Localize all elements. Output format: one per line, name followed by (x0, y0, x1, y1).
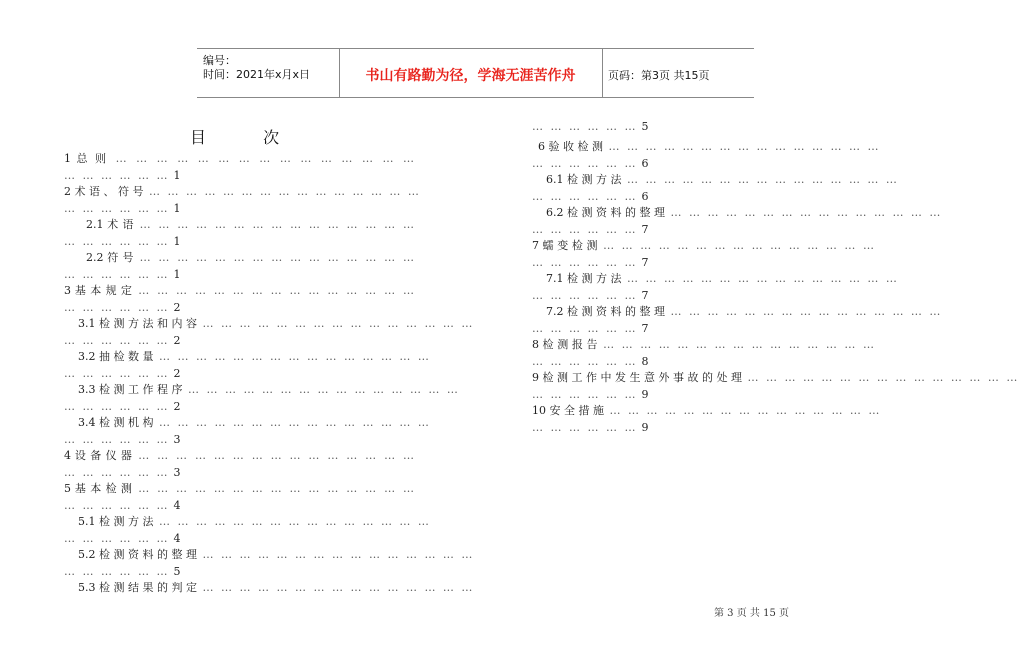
leader-dots: … … … … … … … … … … … … … … … (597, 338, 876, 351)
header-motto-cell (339, 49, 603, 97)
leader-dots: … … … … … … … … … … … … … … … (133, 218, 416, 231)
motto-text: 书山有路勤为径，学海无涯苦作舟 (365, 68, 576, 84)
toc-entry[interactable] (532, 303, 943, 336)
toc-entry[interactable] (532, 118, 876, 138)
toc-entry[interactable] (64, 348, 431, 381)
toc-entry[interactable] (64, 216, 416, 249)
toc-page-number: 7 (641, 289, 649, 302)
toc-entry[interactable] (532, 204, 943, 237)
toc-page-number: 2 (173, 400, 181, 413)
toc-entry-title: 3 基 本 规 定 (64, 284, 133, 297)
toc-entry-title: 5 基 本 检 测 (64, 482, 133, 495)
toc-page-number: 6 (641, 157, 649, 170)
leader-dots: … … … … … … … … … … … … … … … (153, 515, 431, 528)
toc-entry[interactable] (64, 579, 475, 612)
leader-dots: … … … … … … (64, 499, 170, 512)
toc-page-number: 9 (641, 388, 649, 401)
toc-page-number: 2 (173, 367, 181, 380)
toc-page-number: 1 (173, 202, 181, 215)
toc-entry[interactable] (64, 447, 416, 480)
leader-dots: … … … … … … (64, 532, 170, 545)
toc-page-number: 2 (173, 301, 181, 314)
toc-page-number: 7 (641, 322, 649, 335)
leader-dots: … … … … … … … … … … … … … … … (133, 251, 416, 264)
leader-dots: … … … … … … … … … … … … … … … (182, 383, 460, 396)
leader-dots: … … … … … … (532, 289, 638, 302)
leader-dots: … … … … … … (64, 301, 170, 314)
leader-dots: … … … … … … (532, 190, 638, 203)
toc-entry[interactable] (64, 480, 416, 513)
leader-dots: … … … … … … … … … … … … … … … (196, 548, 475, 561)
toc-entry[interactable] (532, 402, 882, 435)
toc-entry-title: 2 术 语 、 符 号 (64, 185, 144, 198)
toc-entry-title: 7.2 检 测 资 料 的 整 理 (546, 305, 665, 318)
leader-dots: … … … … … … (532, 223, 638, 236)
toc-page-number: 5 (173, 565, 181, 578)
header-page-cell (602, 49, 754, 97)
toc-entry[interactable] (64, 282, 416, 315)
leader-dots: … … … … … … (64, 565, 170, 578)
leader-dots: … … … … … … (64, 235, 170, 248)
toc-entry-title: 6 验 收 检 测 (538, 140, 603, 153)
leader-dots: … … … … … … … … … … … … … … … (143, 185, 421, 198)
leader-dots: … … … … … … (532, 256, 638, 269)
toc-page-number: 4 (173, 532, 181, 545)
toc-entry[interactable] (532, 369, 1019, 402)
leader-dots: … … … … … … (64, 400, 170, 413)
toc-entry-title: 5.2 检 测 资 料 的 整 理 (78, 548, 197, 561)
leader-dots: … … … … … … (64, 466, 170, 479)
toc-page-number: 6 (641, 190, 649, 203)
leader-dots: … … … … … … (64, 169, 170, 182)
toc-page-number: 7 (641, 223, 649, 236)
toc-entry[interactable] (64, 381, 460, 414)
header-info-cell (197, 49, 340, 97)
toc-entry[interactable] (64, 249, 416, 282)
toc-entry-title: 3.2 抽 检 数 量 (78, 350, 154, 363)
toc-entry-title: 9 检 测 工 作 中 发 生 意 外 事 故 的 处 理 (532, 371, 742, 384)
toc-page-number: 1 (173, 268, 181, 281)
toc-entry[interactable] (532, 336, 876, 369)
toc-entry-title: 3.4 检 测 机 构 (78, 416, 154, 429)
toc-page-number: 3 (173, 466, 181, 479)
leader-dots: … … … … … … … … … … … … … … … (108, 152, 416, 165)
leader-dots: … … … … … … … … … … … … … … … (196, 581, 475, 594)
leader-dots: … … … … … … (532, 355, 638, 368)
leader-dots: … … … … … … (64, 367, 170, 380)
leader-dots: … … … … … … … … … … … … … … … (153, 350, 431, 363)
date-label: 时间：2021年x月x日 (203, 68, 311, 81)
toc-entry-title: 8 检 测 报 告 (532, 338, 598, 351)
leader-dots: … … … … … … … … … … … … … … … (132, 449, 416, 462)
leader-dots: … … … … … … … … … … … … … … … (132, 482, 416, 495)
toc-entry[interactable] (64, 414, 431, 447)
toc-entry[interactable] (64, 513, 431, 546)
toc-entry-title: 3.1 检 测 方 法 和 内 容 (78, 317, 197, 330)
toc-entry-title: 2.2 符 号 (86, 251, 134, 264)
leader-dots: … … … … … … (532, 120, 638, 133)
toc-page-number: 2 (173, 334, 181, 347)
leader-dots: … … … … … … … … … … … … … … … (664, 206, 943, 219)
toc-entry-title: 6.2 检 测 资 料 的 整 理 (546, 206, 665, 219)
toc-entry-title: 5.1 检 测 方 法 (78, 515, 154, 528)
toc-entry-title: 7.1 检 测 方 法 (546, 272, 622, 285)
leader-dots: … … … … … … (532, 157, 638, 170)
toc-right-column (532, 118, 1019, 435)
leader-dots: … … … … … … (64, 202, 170, 215)
leader-dots: … … … … … … … … … … … … … … … (196, 317, 475, 330)
leader-dots: … … … … … … … … … … … … … … … (603, 140, 881, 153)
toc-entry[interactable] (64, 315, 475, 348)
page-footer: 第 3 页 共 15 页 (714, 608, 789, 619)
leader-dots: … … … … … … … … … … … … … … … (132, 284, 416, 297)
toc-entry-title: 10 安 全 措 施 (532, 404, 604, 417)
toc-page-number: 1 (173, 235, 181, 248)
toc-page-number: 5 (641, 120, 649, 133)
serial-number-label: 编号： (203, 54, 236, 67)
leader-dots: … … … … … … (532, 322, 638, 335)
leader-dots: … … … … … … (532, 421, 638, 434)
toc-entry[interactable] (532, 270, 899, 303)
leader-dots: … … … … … … … … … … … … … … … (621, 173, 899, 186)
leader-dots: … … … … … … … … … … … … … … … (741, 371, 1019, 384)
leader-dots: … … … … … … … … … … … … … … … (664, 305, 943, 318)
leader-dots: … … … … … … … … … … … … … … … (597, 239, 876, 252)
toc-entry-title: 6.1 检 测 方 法 (546, 173, 622, 186)
leader-dots: … … … … … … (532, 388, 638, 401)
toc-page-number: 7 (641, 256, 649, 269)
document-header (197, 48, 754, 98)
toc-entry-title: 1 总 则 (64, 152, 109, 165)
toc-entry[interactable] (64, 546, 475, 579)
toc-entry-title: 3.3 检 测 工 作 程 序 (78, 383, 183, 396)
toc-title: 目 次 (190, 128, 306, 147)
leader-dots: … … … … … … … … … … … … … … … (153, 416, 431, 429)
leader-dots: … … … … … … (64, 433, 170, 446)
toc-entry[interactable] (64, 183, 421, 216)
toc-entry[interactable] (532, 138, 881, 171)
toc-page-number: 4 (173, 499, 181, 512)
leader-dots: … … … … … … … … … … … … … … … (603, 404, 882, 417)
toc-page-number: 3 (173, 433, 181, 446)
toc-page-number: 1 (173, 169, 181, 182)
toc-page-number: 9 (641, 421, 649, 434)
page-code: 页码：第3页 共15页 (608, 69, 710, 82)
toc-entry[interactable] (532, 171, 899, 204)
toc-entry[interactable] (532, 237, 876, 270)
toc-entry-title: 7 蠕 变 检 测 (532, 239, 598, 252)
toc-entry-title: 4 设 备 仪 器 (64, 449, 133, 462)
leader-dots: … … … … … … (64, 334, 170, 347)
leader-dots: … … … … … … (64, 268, 170, 281)
leader-dots: … … … … … … … … … … … … … … … (621, 272, 899, 285)
toc-entry-title: 5.3 检 测 结 果 的 判 定 (78, 581, 197, 594)
toc-entry[interactable] (64, 150, 416, 183)
toc-entry-title: 2.1 术 语 (86, 218, 134, 231)
toc-left-column (64, 150, 475, 612)
toc-page-number: 8 (641, 355, 649, 368)
